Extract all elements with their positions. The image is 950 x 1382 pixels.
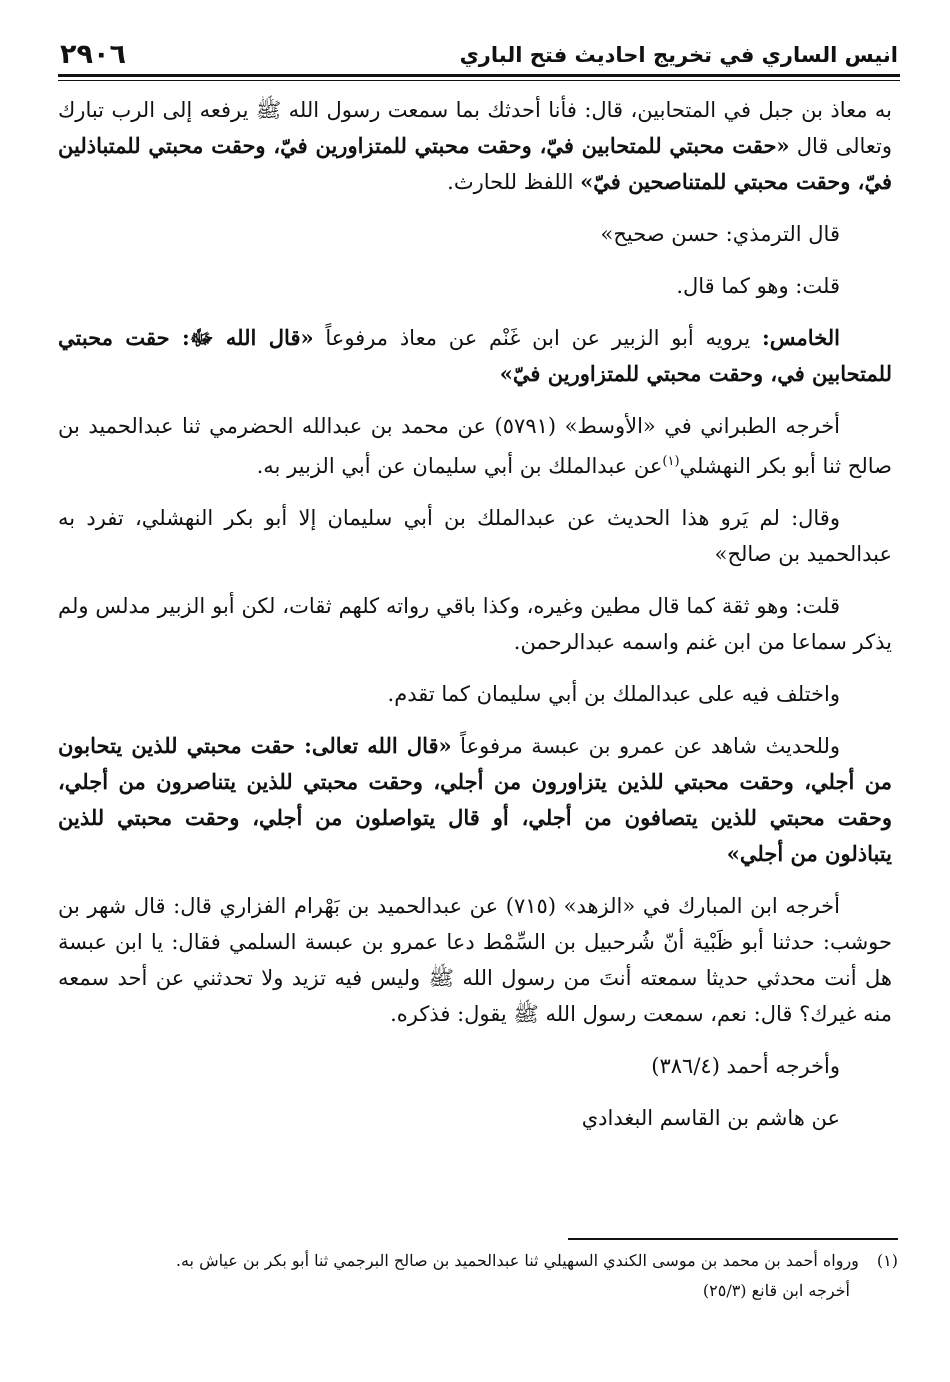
footnotes	[58, 1246, 898, 1306]
paragraph-1	[58, 92, 892, 200]
paragraph-6: وقال: لم يَرو هذا الحديث عن عبدالملك بن أبي سليمان إلا أبو بكر النهشلي، تفرد به عبدالحميد بن صالح»	[58, 506, 892, 566]
running-title: انيس الساري في تخريج احاديث فتح الباري	[459, 43, 898, 67]
paragraph-4	[58, 320, 892, 392]
paragraph-9-text: وللحديث شاهد عن عمرو بن عبسة مرفوعاً	[451, 734, 840, 758]
paragraph-7: قلت: وهو ثقة كما قال مطين وغيره، وكذا باقي رواته كلهم ثقات، لكن أبو الزبير مدلس ولم يذكر سماعا من ابن غنم واسمه عبدالرحمن.	[58, 594, 892, 654]
main-text	[58, 92, 892, 1152]
header-rule-thin	[58, 80, 900, 81]
paragraph-9-hadith: «قال الله تعالى: حقت محبتي للذين يتحابون من أجلي، وحقت محبتي للذين يتزاورون من أجلي، وحقت محبتي للذين يتناصرون من أجلي، وحقت محبتي للذين يتصافون من أجلي، أو قال يتواصلون من أجلي، وحقت محبتي للذين يتباذلون من أجلي»	[58, 733, 892, 866]
paragraph-3: قلت: وهو كما قال.	[676, 274, 840, 298]
page-number: ٢٩٠٦	[60, 39, 126, 70]
paragraph-9	[58, 728, 892, 872]
paragraph-10: أخرجه ابن المبارك في «الزهد» (٧١٥) عن عبدالحميد بن بَهْرام الفزاري قال: قال شهر بن حوشب: حدثنا أبو ظَبْية أنّ شُرحبيل بن السِّمْط دعا عمرو بن عبسة السلمي فقال: يا ابن عبسة هل أنت محدثي حديثا سمعته أنتَ من رسول الله ﷺ وليس فيه تزيد ولا تحدثني عن أحد سمعه منه غيرك؟ قال: نعم، سمعت رسول الله ﷺ يقول: فذكره.	[58, 894, 892, 1026]
paragraph-8: واختلف فيه على عبدالملك بن أبي سليمان كما تقدم.	[387, 682, 840, 706]
paragraph-1-hadith: «حقت محبتي للمتحابين فيّ، وحقت محبتي للمتزاورين فيّ، وحقت محبتي للمتباذلين فيّ، وحقت محبتي للمتناصحين فيّ»	[58, 133, 892, 194]
paragraph-5-tail: عن عبدالملك بن أبي سليمان عن أبي الزبير به.	[256, 454, 663, 478]
page-header	[60, 30, 898, 72]
paragraph-4-hadith: «قال الله ﷻ: حقت محبتي للمتحابين في، وحقت محبتي للمتزاورين فيّ»	[58, 325, 892, 386]
footnote-marker: (١)	[876, 1251, 898, 1270]
paragraph-1-text: به معاذ بن جبل في المتحابين، قال: فأنا أحدثك بما سمعت رسول الله ﷺ يرفعه إلى الرب تبارك وتعالى قال	[58, 98, 892, 158]
paragraph-4-text: يرويه أبو الزبير عن ابن غَنْم عن معاذ مرفوعاً	[313, 326, 763, 350]
header-rule-thick	[58, 74, 900, 77]
paragraph-4-lead: الخامس:	[762, 325, 840, 350]
paragraph-1-tail: اللفظ للحارث.	[447, 170, 581, 194]
footnote-1-text: ورواه أحمد بن محمد بن موسى الكندي السهيلي ثنا عبدالحميد بن صالح البرجمي ثنا أبو بكر بن عياش به.	[175, 1251, 859, 1270]
footnote-1	[58, 1246, 898, 1276]
paragraph-12: عن هاشم بن القاسم البغدادي	[581, 1106, 840, 1130]
paragraph-2: قال الترمذي: حسن صحيح»	[600, 222, 840, 246]
paragraph-5	[58, 408, 892, 484]
footnote-1-continuation	[58, 1276, 898, 1306]
paragraph-5-text: أخرجه الطبراني في «الأوسط» (٥٧٩١) عن محمد بن عبدالله الحضرمي ثنا عبدالحميد بن صالح ثنا أبو بكر النهشلي	[58, 414, 892, 478]
footnote-1-line-2: أخرجه ابن قانع (٢٥/٣)	[702, 1281, 850, 1300]
footnote-separator	[568, 1238, 898, 1240]
paragraph-11: وأخرجه أحمد (٣٨٦/٤)	[651, 1054, 840, 1078]
footnote-reference: (١)	[662, 454, 680, 469]
